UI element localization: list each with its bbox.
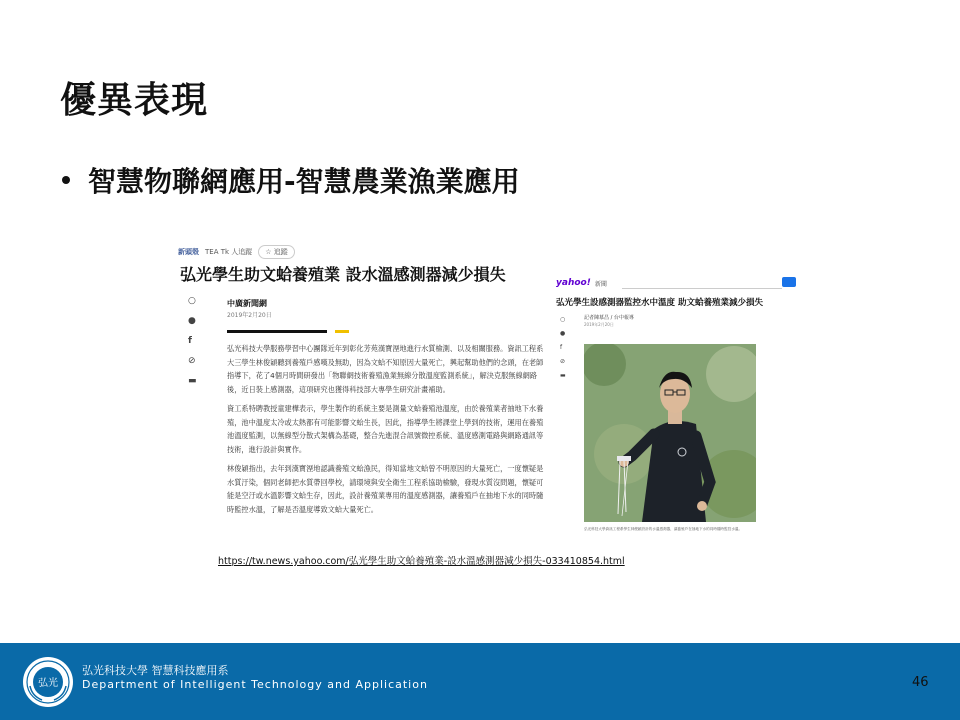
link-icon: ⊘: [188, 356, 196, 366]
share-icons: [560, 316, 566, 379]
footer-department-name: Department of Intelligent Technology and Application: [82, 678, 428, 691]
article1-topbar: [178, 244, 295, 260]
article1-source: 中廣新聞網: [227, 299, 267, 308]
divider-bar: [227, 330, 327, 333]
bullet-text: 智慧物聯網應用-智慧農業漁業應用: [88, 165, 520, 198]
link-icon: ⊘: [560, 358, 566, 365]
chat-icon: ●: [188, 316, 196, 326]
reference-link[interactable]: https://tw.news.yahoo.com/弘光學生助文蛤養殖業-設水溫感測器減少損失-033410854.html: [218, 556, 625, 567]
bullet-item: [60, 160, 520, 200]
article2-headline: 弘光學生設感測器監控水中溫度 助文蛤養殖業減少損失: [556, 298, 763, 308]
share-icons: [188, 296, 197, 386]
mail-icon: ▬: [560, 372, 566, 379]
facebook-icon: f: [188, 336, 192, 346]
student-photo-illustration: [584, 344, 756, 522]
yahoo-logo: yahoo!: [556, 278, 591, 288]
comment-icon: ○: [560, 316, 566, 323]
article2-date: 2019年2月20日: [584, 322, 614, 327]
article1-paragraph: 林俊穎指出，去年到漢寶溼地認識養殖文蛤漁民，得知當地文蛤曾不明原因的大量死亡，一度懷疑是水質汙染，個同老師把水質帶回學校，請環境與安全衛生工程系協助檢驗，發現水質沒問題，懷疑可能是空汙或水溫影響文蛤生存，因此，設計養殖業專用的溫度感測器，讓養殖戶在抽地下水的同時隨時監控水溫，了解是否溫度導致文蛤大量死亡。: [227, 464, 544, 514]
follow-button: ☆ 追蹤: [258, 245, 295, 259]
facebook-icon: f: [560, 344, 563, 351]
footer-school-name: 弘光科技大學 智慧科技應用系: [82, 664, 229, 677]
footer-bar: [0, 643, 960, 720]
article1-paragraph: 弘光科技大學服務學習中心團隊近年到彰化芳苑漢寶溼地進行水質檢測、以及相關服務。資訊工程系大三學生林俊穎聽到養殖戶感嘆及無助，因為文蛤不知原因大量死亡，興起幫助他們的念頭，在老師指導下，花了4個月時間研發出「物聯網技術養殖漁業無線分散溫度監測系統」，解決克服無線網路後，近日裝上感測器，這項研究也獲得科技部大專學生研究計畫補助。: [227, 344, 544, 394]
student-photo: [584, 344, 756, 522]
slide-title: 優異表現: [60, 80, 209, 121]
article-screenshot-newtalk: [172, 238, 552, 550]
site-logo: 新頭殼: [178, 248, 199, 256]
page-number: 46: [912, 675, 929, 690]
university-seal-icon: [22, 656, 74, 708]
seal-text: 弘光: [38, 678, 58, 689]
article1-paragraph: 資工系特聘教授童建樺表示，學生製作的系統主要是測量文蛤養殖池溫度，由於養殖業者抽地下水養殖，池中溫度太冷或太熱都有可能影響文蛤生長，因此，指導學生將課堂上學到的技術，運用在養殖池溫度監測，以無線型分散式架構為基礎，整合先進混合訊號微控系統、溫度感測電路與網路通訊等技術，進行設計與實作。: [227, 404, 544, 454]
article1-date: 2019年2月20日: [227, 312, 272, 319]
article-screenshot-yahoo: [554, 272, 800, 550]
chat-icon: ●: [560, 330, 566, 337]
photo-caption: 弘光科技大學資訊工程系學生林俊穎設計的水溫感測器，讓養殖戶在抽地下水的同時隨時監控水溫。: [584, 527, 743, 531]
article1-headline: 弘光學生助文蛤養殖業 設水溫感測器減少損失: [180, 265, 506, 284]
site-tag: TEA Tk 人追蹤: [205, 248, 253, 256]
article1-body: [227, 342, 547, 522]
bullet-dot-icon: [62, 176, 70, 184]
divider-accent: [335, 330, 349, 333]
article2-author: 記者陳慕昌 / 台中報導: [584, 315, 634, 321]
yahoo-logo-sub: 新聞: [594, 280, 607, 288]
search-icon: [782, 277, 796, 287]
mail-icon: ▬: [188, 376, 197, 386]
comment-icon: ○: [188, 296, 196, 306]
yahoo-header: [556, 276, 796, 290]
search-input: [622, 278, 782, 289]
